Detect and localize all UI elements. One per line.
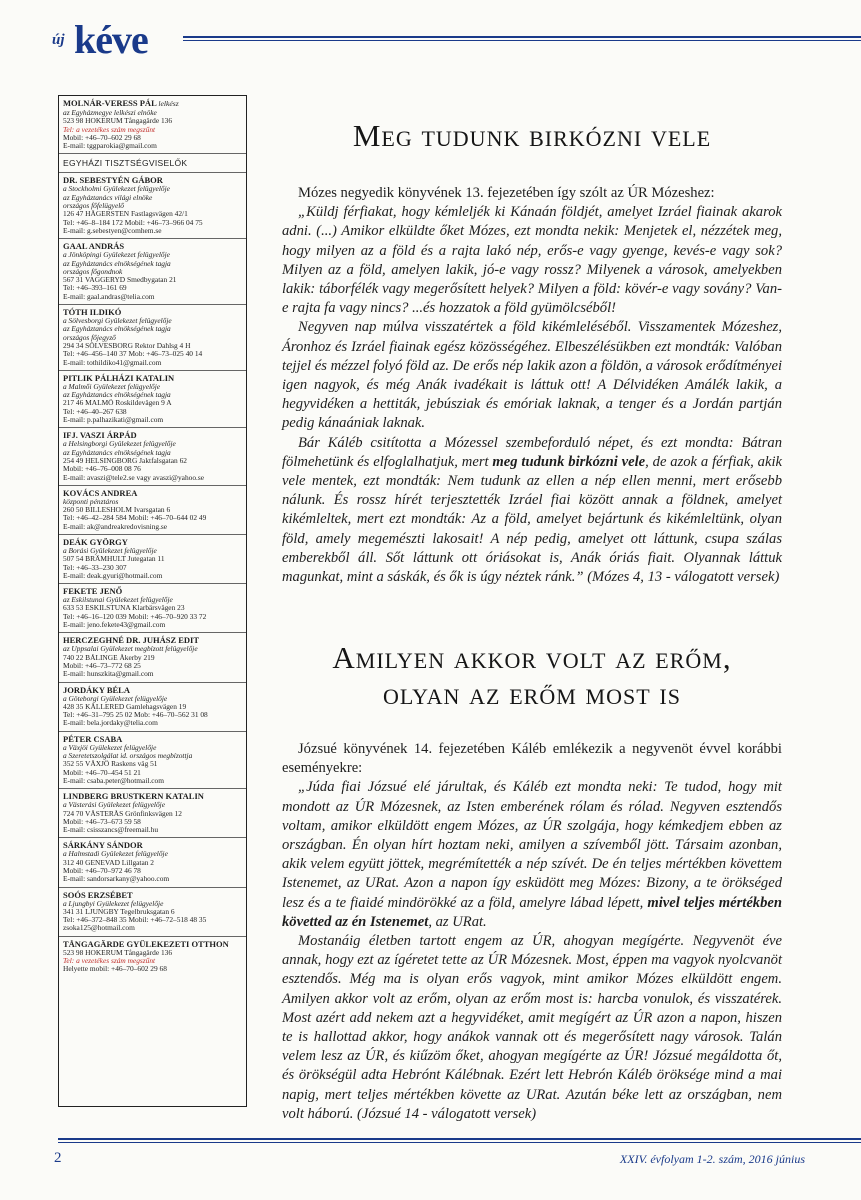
contact-name-text: DR. SEBESTYÉN GÁBOR — [63, 175, 163, 186]
contact-line: E-mail: tothildiko41@gmail.com — [63, 358, 162, 367]
contact-entry — [59, 486, 246, 535]
article-1-quote-3 — [282, 434, 782, 588]
contact-name — [63, 430, 242, 440]
contact-line: központi pénztáros — [63, 497, 119, 506]
contact-name-text: GAAL ANDRÁS — [63, 241, 125, 252]
contact-name-text: MOLNÁR-VERESS PÁL — [63, 98, 157, 108]
contact-line: E-mail: g.sebestyen@comhem.se — [63, 226, 162, 235]
contact-line: országos főfelügyelő — [63, 202, 124, 211]
article-1-intro: Mózes negyedik könyvének 13. fejezetében így szólt az ÚR Mózeshez: — [298, 185, 715, 201]
contact-name-text: IFJ. VASZI ÁRPÁD — [63, 430, 137, 441]
contact-name — [63, 635, 242, 645]
contact-line: 341 31 LJUNGBY Tegelbruksgatan 6 — [63, 907, 175, 916]
contact-line: Mobil: +46–70–972 46 78 — [63, 867, 141, 875]
contact-line: a Växjöi Gyülekezet felügyelője — [63, 743, 157, 752]
contact-line: E-mail: sandorsarkany@yahoo.com — [63, 875, 170, 884]
contact-line: Tel: +46–393–161 69 — [63, 284, 127, 293]
quote-1-emphasis: mivel teljes mértékben követted az én Istenemet — [282, 894, 782, 930]
contact-line: zsoka125@hotmail.com — [63, 924, 135, 933]
contact-line: Mobil: +46–73–673 59 58 — [63, 817, 141, 826]
contact-name-text: PITLIK PÁLHÁZI KATALIN — [63, 372, 175, 383]
phone-notice: Tel: a vezetékes szám megszűnt — [63, 957, 156, 966]
contact-entry — [59, 937, 246, 977]
contact-name — [63, 241, 242, 251]
contact-name — [63, 890, 242, 900]
contact-name-text: SOÓS ERZSÉBET — [63, 889, 133, 900]
contact-name-text: HERCZEGHNÉ DR. JUHÁSZ EDIT — [63, 635, 200, 646]
contact-line: 428 35 KÅLLERED Gamlehagsvägen 19 — [63, 702, 187, 711]
page-number: 2 — [54, 1150, 62, 1166]
contact-line: Tel: +46–8–184 172 Mobil: +46–73–966 04 75 — [63, 218, 203, 227]
contact-name — [63, 537, 242, 547]
contact-entry — [59, 888, 246, 937]
footer-rule — [58, 1138, 861, 1140]
contact-name — [63, 791, 242, 801]
contact-line: 523 98 HOKERUM Tångagärde 136 — [63, 948, 173, 957]
contact-line: Tel: +46–456–140 37 Mob: +46–73–025 40 14 — [63, 350, 203, 359]
contact-name-text: SÁRKÁNY SÁNDOR — [63, 840, 143, 851]
contact-line: 523 98 HOKERUM Tångagärde 136 — [63, 117, 173, 126]
contact-line: az Egyházmegye lelkészi elnöke — [63, 109, 157, 117]
quote-1-end: , az URat. — [428, 913, 487, 930]
contact-line: 294 34 SÖLVESBORG Rektor Dahlsg 4 H — [63, 341, 191, 350]
contact-line: 507 54 BRÄMHULT Jutegatan 11 — [63, 555, 165, 564]
article-2-quote-1 — [282, 778, 782, 932]
contact-line: E-mail: deak.gyuri@hotmail.com — [63, 571, 163, 580]
contacts-sidebar — [58, 95, 247, 1107]
header-rule-thin — [183, 40, 861, 41]
contact-name-text: KOVÁCS ANDREA — [63, 487, 138, 498]
contact-line: Mobil: +46–73–772 68 25 — [63, 661, 141, 670]
contact-name — [63, 98, 242, 109]
officers-header: EGYHÁZI TISZTSÉGVISELŐK — [59, 154, 246, 173]
contact-line: országos főjegyző — [63, 333, 116, 342]
contact-name-text: LINDBERG BRUSTKERN KATALIN — [63, 791, 204, 802]
contact-entry — [59, 732, 246, 789]
contact-name-text: DEÁK GYÖRGY — [63, 536, 128, 547]
contact-line: a Västerási Gyülekezet felügyelője — [63, 801, 165, 810]
contact-line: E-mail: hunszkita@gmail.com — [63, 670, 154, 679]
contact-name — [63, 939, 242, 949]
quote-3-start: Bár Káléb csitította a Mózessel szembeforduló népet, és ezt mondta: Bátran fölmehetünk és elfoglalhatjuk, mert — [282, 434, 782, 470]
contact-entry — [59, 96, 246, 154]
contact-line: az Eskilstunai Gyülekezet felügyelője — [63, 596, 173, 605]
contact-line: Tel: +46–16–120 039 Mobil: +46–70–920 33 72 — [63, 612, 207, 621]
contact-entry — [59, 371, 246, 428]
contact-line: Mobil: +46–70–602 29 68 — [63, 133, 141, 142]
contact-name — [63, 734, 242, 744]
contact-line: Mobil: +46–76–008 08 76 — [63, 465, 141, 474]
contact-line: az Egyháztanács elnökségének tagja — [63, 448, 171, 457]
article-2-title-line-2: olyan az erőm most is — [383, 676, 681, 711]
contact-line: 567 31 VAGGERYD Smedbygatan 21 — [63, 276, 177, 285]
article-2-intro: Józsué könyvének 14. fejezetében Káléb emlékezik a negyvenöt évvel korábbi eseményekre: — [282, 741, 782, 777]
contact-entry — [59, 633, 246, 682]
contact-line: E-mail: tggparokia@gmail.com — [63, 142, 157, 151]
contact-entry — [59, 584, 246, 633]
logo-prefix: új — [52, 32, 65, 48]
contact-line: E-mail: avaszi@tele2.se vagy avaszi@yahoo.se — [63, 473, 205, 482]
contact-entry — [59, 535, 246, 584]
contact-line: E-mail: p.palhazikati@gmail.com — [63, 416, 164, 425]
contact-line: Tel: +46–31–795 25 02 Mob: +46–70–562 31 08 — [63, 711, 208, 720]
header-rule — [183, 36, 861, 38]
contact-line: a Szeretetszolgálat id. országos megbízottja — [63, 752, 193, 761]
contact-line: 217 46 MALMÖ Roskildevägen 9 A — [63, 399, 172, 408]
contact-line: 254 49 HELSINGBORG Jaktfalsgatan 62 — [63, 456, 187, 465]
contact-name-text: TÓTH ILDIKÓ — [63, 307, 122, 318]
contact-line: 740 22 BÅLINGE Åkerby 219 — [63, 653, 155, 662]
contact-line: a Halmstadi Gyülekezet felügyelője — [63, 850, 168, 859]
contact-line: a Ljungbyi Gyülekezet felügyelője — [63, 899, 164, 908]
contact-entry — [59, 428, 246, 485]
contact-line: Tel: +46–40–267 638 — [63, 407, 127, 416]
contact-line: Helyette mobil: +46–70–602 29 68 — [63, 965, 167, 974]
contact-line: 352 55 VÄXJÖ Raskens väg 51 — [63, 760, 158, 769]
contact-line: a Jönköpingi Gyülekezet felügyelője — [63, 251, 170, 260]
contact-line: az Uppsalai Gyülekezet megbízott felügyelője — [63, 645, 198, 654]
contact-line: a Malmői Gyülekezet felügyelője — [63, 382, 161, 391]
contact-name-text: PÉTER CSABA — [63, 733, 123, 744]
contact-line: E-mail: jeno.fekete43@gmail.com — [63, 621, 166, 630]
contact-line: az Egyháztanács elnökségének tagja — [63, 325, 171, 334]
contact-entry — [59, 173, 246, 239]
contact-name — [63, 488, 242, 498]
contact-line: Mobil: +46–70–454 51 21 — [63, 768, 141, 777]
contact-name-text: TÅNGAGÄRDE GYÜLEKEZETI OTTHON — [63, 938, 229, 949]
contact-entry — [59, 838, 246, 887]
contact-name — [63, 175, 242, 185]
contact-line: 260 50 BILLESHOLM Ivarsgatan 6 — [63, 506, 171, 515]
article-2 — [282, 640, 782, 1124]
contact-entry — [59, 239, 246, 305]
contact-line: a Helsingborgi Gyülekezet felügyelője — [63, 440, 176, 449]
quote-3-emphasis: meg tudunk birkózni vele — [492, 453, 646, 470]
contact-entry — [59, 789, 246, 838]
contact-entry — [59, 305, 246, 371]
contact-entry — [59, 683, 246, 732]
article-1-title: Meg tudunk birkózni vele — [352, 118, 712, 153]
article-1-quote-1: „Küldj férfiakat, hogy kémleljék ki Kánaán földjét, amelyet Izráel fiainak akarok adni. (...) Amikor elküldte őket Mózes, ezt mondta nekik: Menjetek el, nézzétek meg, hogy milyen az a föld és a rajta lakó nép, erős-e vagy gyenge, kevés-e vagy sok? Milyen az a föld, amelyen lakik, jó-e vagy rossz? Milyenek a városok, amelyekben lakik: táborfélék vagy megerősített helyek? Milyen a föld: kövér-e vagy sovány? Van-e rajta fa vagy nincs? ...és hozzatok a föld gyümölcséből! — [282, 204, 782, 317]
issue-info: XXIV. évfolyam 1-2. szám, 2016 június — [619, 1152, 805, 1166]
contact-line: 633 53 ESKILSTUNA Klarbärsvägen 23 — [63, 604, 185, 613]
contact-line: 312 40 GENEVAD Lillgatan 2 — [63, 858, 155, 867]
contact-name — [63, 685, 242, 695]
contact-line: 126 47 HÄGERSTEN Fastlagsvägen 42/1 — [63, 210, 188, 219]
contact-line: az Egyháztanács elnökségének tagja — [63, 259, 171, 268]
contact-line: E-mail: csisszancs@freemail.hu — [63, 826, 159, 835]
contact-line: Tel: +46–33–230 307 — [63, 563, 127, 572]
contact-line: E-mail: csaba.peter@hotmail.com — [63, 776, 165, 785]
contact-line: országos főgondnok — [63, 267, 123, 276]
article-2-quote-2: Mostanáig életben tartott engem az ÚR, ahogyan megígérte. Negyvenöt éve annak, hogy ezt az ígéretet tette az ÚR Mózesnek. Most, éppen ma vagyok nyolcvanöt esztendős. Még ma is olyan erős vagyok, mint amikor Mózes elküldött engem. Amilyen akkor volt az erőm, olyan az erőm most is: harcba vonulok, és visszatérek. Most azért add nekem azt a hegyvidéket, amit megígért az ÚR azon a napon, hiszen te is hallottad akkor, hogy anákok vannak ott és megerősített nagy városok. Talán velem lesz az ÚR, és kiűzöm őket, ahogyan megígérte az ÚR! Józsué megáldotta őt, és örökségül adta Hebrónt Kálébnak. Ezért lett Hebrón Káléb öröksége mind a mai napig, mert teljes mértékben követte az URat. Azután béke lett az országban, nem volt háború. (Józsué 14 - válogatott versek) — [282, 933, 782, 1122]
contact-line: az Egyháztanács elnökségének tagja — [63, 391, 171, 400]
contact-line: a Borási Gyülekezet felügyelője — [63, 546, 157, 555]
article-1-quote-2: Negyven nap múlva visszatértek a föld kikémleléséből. Visszamentek Mózeshez, Áronhoz és Izráel fiainak egész közösségéhez. Elbeszélésükben ezt mondták: Valóban tejjel és mézzel folyó föld az. De erős nép lakik azon a földön, a városok erődítményei igen nagyok, és még Anák ivadékait is láttuk ott! A Délvidéken Amálék lakik, a hegyvidéken a hettiták, jebúsziak és emóriak laknak, a tenger és a Jordán partján pedig kánaániak laknak. — [282, 319, 783, 432]
contact-name — [63, 373, 242, 383]
article-2-title-line-1: Amilyen akkor volt az erőm, — [332, 640, 732, 675]
phone-notice: Tel: a vezetékes szám megszűnt — [63, 125, 156, 134]
contact-line: E-mail: bela.jordaky@telia.com — [63, 719, 158, 728]
contact-name — [63, 840, 242, 850]
contact-role: lelkész — [158, 99, 179, 108]
logo-title: kéve — [74, 17, 148, 62]
contact-line: az Egyháztanács világi elnöke — [63, 193, 153, 202]
contact-name-text: FEKETE JENŐ — [63, 586, 123, 597]
quote-1-start: „Júda fiai Józsué elé járultak, és Káléb ezt mondta neki: Te tudod, hogy mit mondott az ÚR Mózesnek, az Isten emberének rólam és rólad. Negyven esztendős voltam, amikor elküldött engem Mózes, az ÚR szolgája, hogy kémkedjem ebben az országban. Én olyan hírt hoztam neki, amilyen a szívemből jött. Társaim azonban, akik velem együtt jöttek, megrémítették a nép szívét. De én teljes mértékben követtem Istenemet, az URat. Azon a napon így esküdött meg Mózes: Bizony, a te örökséged lesz és a te fiaidé mindörökké az a föld, amelyre lábad lépett, — [282, 779, 782, 911]
contact-line: a Stockholmi Gyülekezet felügyelője — [63, 185, 170, 194]
contact-name — [63, 586, 242, 596]
contact-line: E-mail: ak@andreakredovisning.se — [63, 522, 168, 531]
contact-line: a Sölvesborgi Gyülekezet felügyelője — [63, 317, 172, 326]
contact-name — [63, 307, 242, 317]
contact-line: Tel: +46–372–848 35 Mobil: +46–72–518 48 35 — [63, 916, 207, 925]
contact-line: Tel: +46–42–284 584 Mobil: +46–70–644 02 49 — [63, 514, 207, 523]
contact-line: 724 70 VÄSTERÅS Grönfinksvägen 12 — [63, 809, 182, 818]
contact-line: a Göteborgi Gyülekezet felügyelője — [63, 694, 168, 703]
article-1 — [282, 118, 782, 587]
footer-rule-thin — [58, 1142, 861, 1143]
contact-line: E-mail: gaal.andras@telia.com — [63, 292, 155, 301]
quote-3-end: , de azok a férfiak, akik vele mentek, ezt mondták: Nem tudunk az ellen a nép ellen menni, mert erősebb nálunk. És rossz hírét terjesztették Izráel fiai között annak a földnek, amelyet kikémleltek, mert ezt mondták: Az a föld, amelyet bejártunk és kikémleltünk, olyan föld, amely megemészti lakosait! A nép pedig, amelyet ott láttunk, csupa szálas emberekből áll. Sőt láttunk ott óriásokat is, Anák óriás fiait. Olyannak láttuk magunkat, mint a sáskák, és ők is úgy néztek ránk.” (Mózes 4, 13 - válogatott versek) — [282, 453, 782, 586]
contact-name-text: JORDÁKY BÉLA — [63, 684, 130, 695]
